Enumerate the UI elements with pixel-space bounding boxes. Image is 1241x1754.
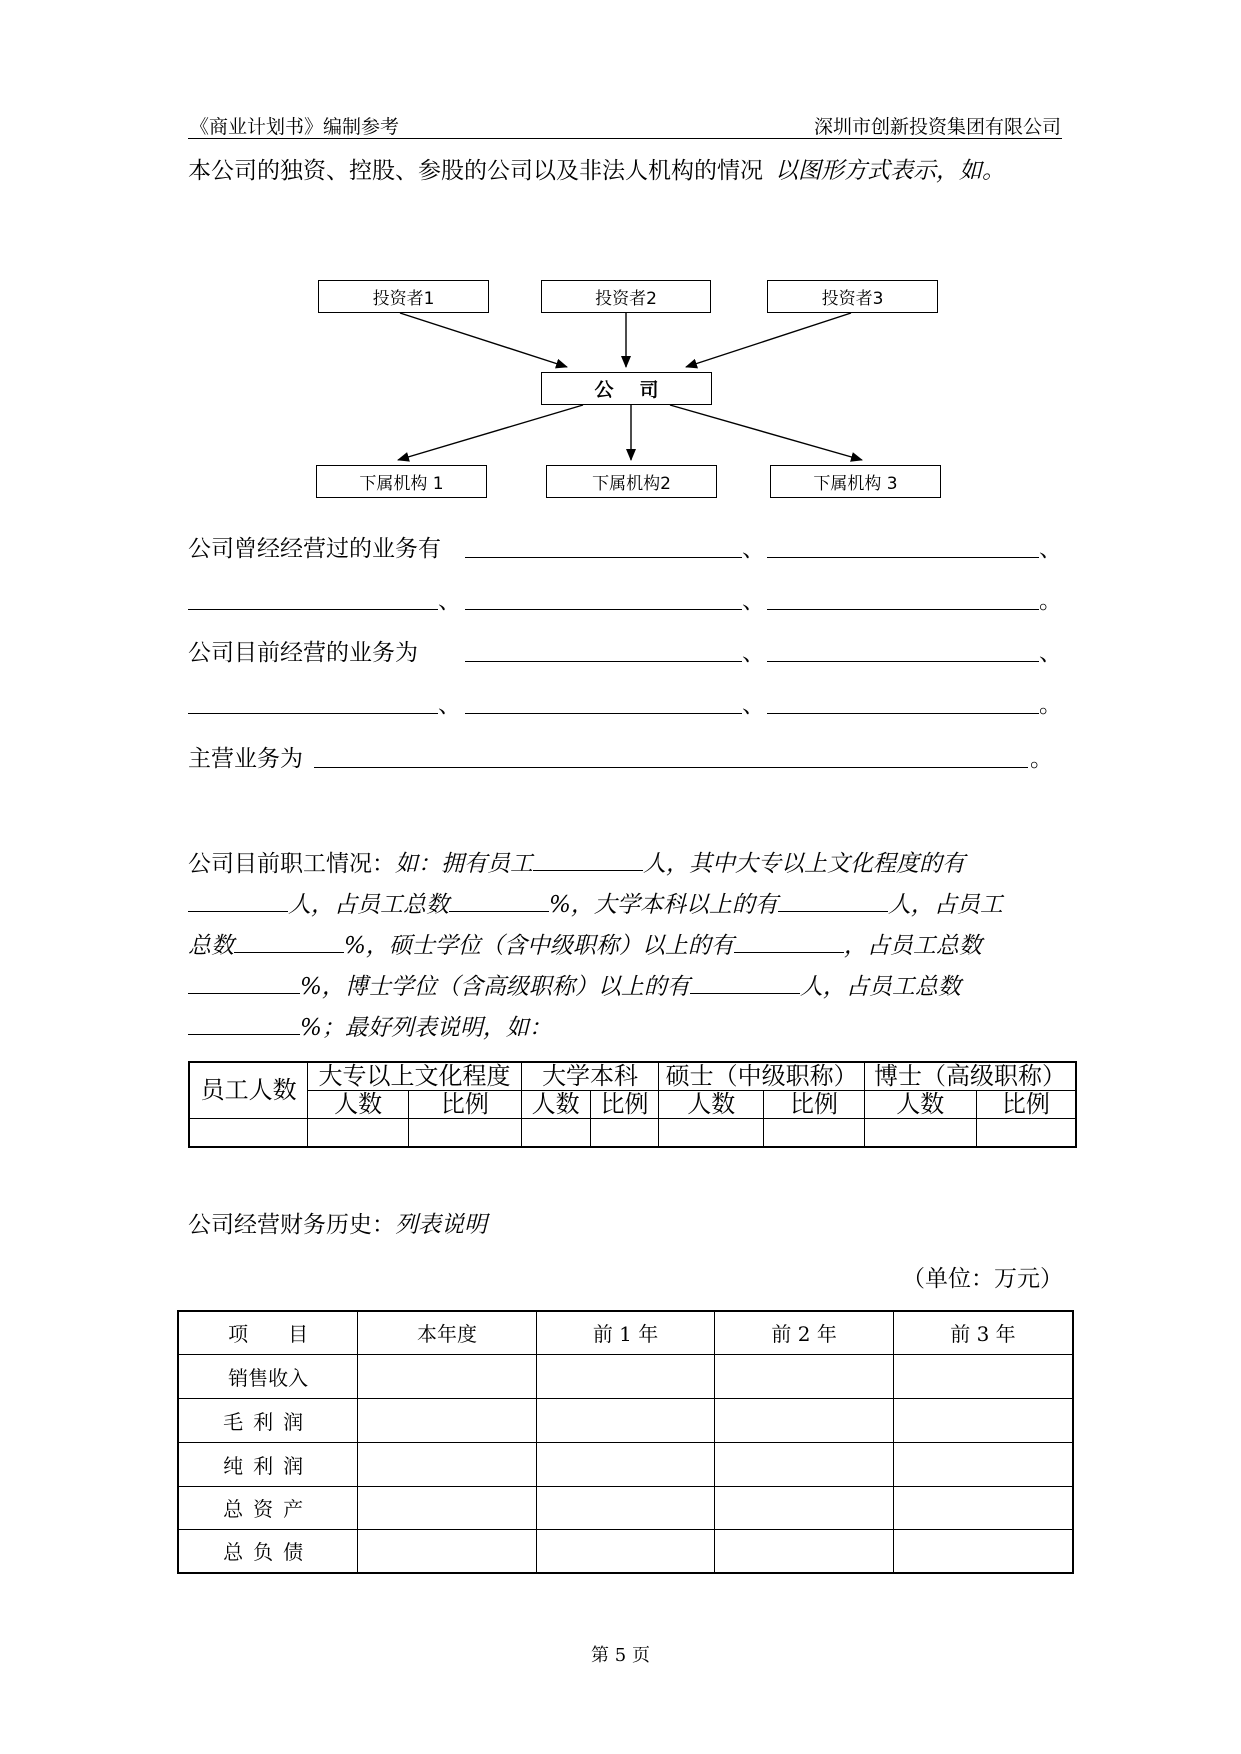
current-business-blank-4[interactable]: [465, 713, 742, 714]
group-doctor-header: 博士（高级职称）: [864, 1062, 1076, 1090]
main-business-blank[interactable]: [314, 767, 1028, 768]
staff-table: [188, 1061, 1077, 1148]
header-item: 项 目: [178, 1311, 358, 1354]
row-gross-profit: 毛利润: [178, 1398, 358, 1442]
end-mark: 。: [1039, 692, 1062, 718]
college-count-blank[interactable]: [188, 893, 288, 912]
staff-text: 人，占员工总数: [288, 892, 449, 918]
subsidiary-box-3: 下属机构 3: [770, 465, 941, 498]
table-cell[interactable]: [536, 1398, 715, 1442]
table-cell[interactable]: [308, 1118, 409, 1147]
investor-box-1: 投资者1: [318, 280, 489, 313]
sep: 、: [438, 588, 461, 614]
staff-text: %，博士学位（含高级职称）以上的有: [300, 974, 690, 1000]
header-year-3: 前 3 年: [893, 1311, 1073, 1354]
staff-line-1: [188, 845, 965, 878]
table-cell[interactable]: [976, 1118, 1076, 1147]
arrow-company-sub3: [670, 405, 862, 460]
sep: 、: [1039, 640, 1062, 666]
table-cell[interactable]: [864, 1118, 976, 1147]
current-business-blank-1[interactable]: [465, 661, 742, 662]
sub-ratio-header: 比例: [408, 1090, 521, 1118]
staff-text: %，大学本科以上的有: [549, 892, 778, 918]
staff-text: %，硕士学位（含中级职称）以上的有: [344, 933, 734, 959]
staff-text: %；最好列表说明，如：: [300, 1015, 552, 1041]
arrow-company-sub1: [398, 405, 583, 460]
subsidiary-box-2: 下属机构2: [546, 465, 717, 498]
row-net-profit: 纯利润: [178, 1442, 358, 1486]
table-cell[interactable]: [189, 1118, 308, 1147]
master-count-blank[interactable]: [734, 934, 844, 953]
past-business-blank-3[interactable]: [188, 609, 438, 610]
past-business-blank-2[interactable]: [767, 557, 1039, 558]
current-business-label: 公司目前经营的业务为: [188, 640, 418, 666]
row-total-liabilities: 总负债: [178, 1529, 358, 1573]
company-box: 公司: [541, 372, 712, 405]
sep: 、: [742, 588, 765, 614]
group-bachelor-header: 大学本科: [521, 1062, 659, 1090]
staff-line-2: [188, 886, 1003, 919]
table-cell[interactable]: [521, 1118, 590, 1147]
sep: 、: [438, 692, 461, 718]
finance-note: 列表说明: [395, 1212, 487, 1238]
staff-line-5: [188, 1009, 552, 1042]
current-business-blank-3[interactable]: [188, 713, 438, 714]
staff-total-blank[interactable]: [533, 852, 643, 871]
table-cell[interactable]: [715, 1442, 894, 1486]
table-cell[interactable]: [358, 1529, 537, 1573]
past-business-blank-5[interactable]: [767, 609, 1039, 610]
table-cell[interactable]: [659, 1118, 764, 1147]
sub-ratio-header: 比例: [764, 1090, 865, 1118]
staff-count-header: 员工人数: [189, 1062, 308, 1118]
row-sales: 销售收入: [178, 1354, 358, 1398]
table-cell[interactable]: [536, 1354, 715, 1398]
staff-text: 如：拥有员工: [395, 851, 533, 877]
intro-note: 以图形方式表示，如。: [775, 158, 1005, 184]
current-business-blank-2[interactable]: [767, 661, 1039, 662]
header-right: 深圳市创新投资集团有限公司: [813, 116, 1061, 138]
group-college-header: 大专以上文化程度: [308, 1062, 522, 1090]
header-year-1: 前 1 年: [536, 1311, 715, 1354]
staff-label: 公司目前职工情况：: [188, 851, 395, 877]
finance-label: 公司经营财务历史：: [188, 1212, 395, 1238]
sub-count-header: 人数: [521, 1090, 590, 1118]
doctor-pct-blank[interactable]: [188, 1016, 300, 1035]
staff-text: 人，占员工总数: [799, 974, 961, 1000]
header-year-2: 前 2 年: [715, 1311, 894, 1354]
arrow-investor3-company: [686, 313, 851, 367]
unit-note: （单位：万元）: [902, 1266, 1063, 1292]
bachelor-pct-blank[interactable]: [234, 934, 344, 953]
table-cell[interactable]: [358, 1354, 537, 1398]
table-cell[interactable]: [715, 1486, 894, 1529]
table-cell[interactable]: [893, 1529, 1073, 1573]
table-cell[interactable]: [715, 1529, 894, 1573]
past-business-blank-4[interactable]: [465, 609, 742, 610]
investor-box-2: 投资者2: [541, 280, 711, 313]
table-cell[interactable]: [893, 1354, 1073, 1398]
end-mark: 。: [1039, 588, 1062, 614]
subsidiary-box-1: 下属机构 1: [316, 465, 487, 498]
staff-text: 总数: [188, 933, 234, 959]
end-mark: 。: [1030, 746, 1053, 772]
past-business-blank-1[interactable]: [465, 557, 742, 558]
bachelor-count-blank[interactable]: [778, 893, 888, 912]
finance-line: [188, 1206, 487, 1239]
sep: 、: [1039, 536, 1062, 562]
table-cell[interactable]: [715, 1398, 894, 1442]
sub-count-header: 人数: [659, 1090, 764, 1118]
header-left: 《商业计划书》编制参考: [190, 116, 400, 138]
doctor-count-blank[interactable]: [690, 975, 800, 994]
arrow-investor1-company: [400, 313, 567, 367]
staff-text: 人，其中大专以上文化程度的有: [643, 851, 965, 877]
sep: 、: [742, 640, 765, 666]
table-cell[interactable]: [408, 1118, 521, 1147]
main-business-label: 主营业务为: [188, 746, 303, 772]
table-cell[interactable]: [893, 1442, 1073, 1486]
page-number: 第 5 页: [591, 1645, 650, 1666]
sep: 、: [742, 692, 765, 718]
master-pct-blank[interactable]: [188, 975, 300, 994]
row-total-assets: 总资产: [178, 1486, 358, 1529]
finance-table: [177, 1310, 1074, 1574]
staff-line-4: [188, 968, 961, 1001]
sub-count-header: 人数: [864, 1090, 976, 1118]
table-cell[interactable]: [764, 1118, 865, 1147]
staff-text: ，占员工总数: [843, 933, 982, 959]
table-cell[interactable]: [590, 1118, 659, 1147]
sep: 、: [742, 536, 765, 562]
current-business-blank-5[interactable]: [767, 713, 1039, 714]
header-current-year: 本年度: [358, 1311, 537, 1354]
college-pct-blank[interactable]: [449, 893, 549, 912]
sub-ratio-header: 比例: [976, 1090, 1076, 1118]
table-cell[interactable]: [358, 1486, 537, 1529]
sub-count-header: 人数: [308, 1090, 409, 1118]
staff-text: 人，占员工: [887, 892, 1003, 918]
intro-text: 本公司的独资、控股、参股的公司以及非法人机构的情况: [188, 158, 763, 184]
table-cell[interactable]: [536, 1529, 715, 1573]
staff-line-3: [188, 927, 982, 960]
table-cell[interactable]: [715, 1354, 894, 1398]
table-cell[interactable]: [536, 1442, 715, 1486]
table-cell[interactable]: [358, 1398, 537, 1442]
sub-ratio-header: 比例: [590, 1090, 659, 1118]
table-cell[interactable]: [358, 1442, 537, 1486]
investor-box-3: 投资者3: [767, 280, 938, 313]
table-cell[interactable]: [893, 1486, 1073, 1529]
group-master-header: 硕士（中级职称）: [659, 1062, 865, 1090]
table-cell[interactable]: [893, 1398, 1073, 1442]
past-business-label: 公司曾经经营过的业务有: [188, 536, 441, 562]
table-cell[interactable]: [536, 1486, 715, 1529]
